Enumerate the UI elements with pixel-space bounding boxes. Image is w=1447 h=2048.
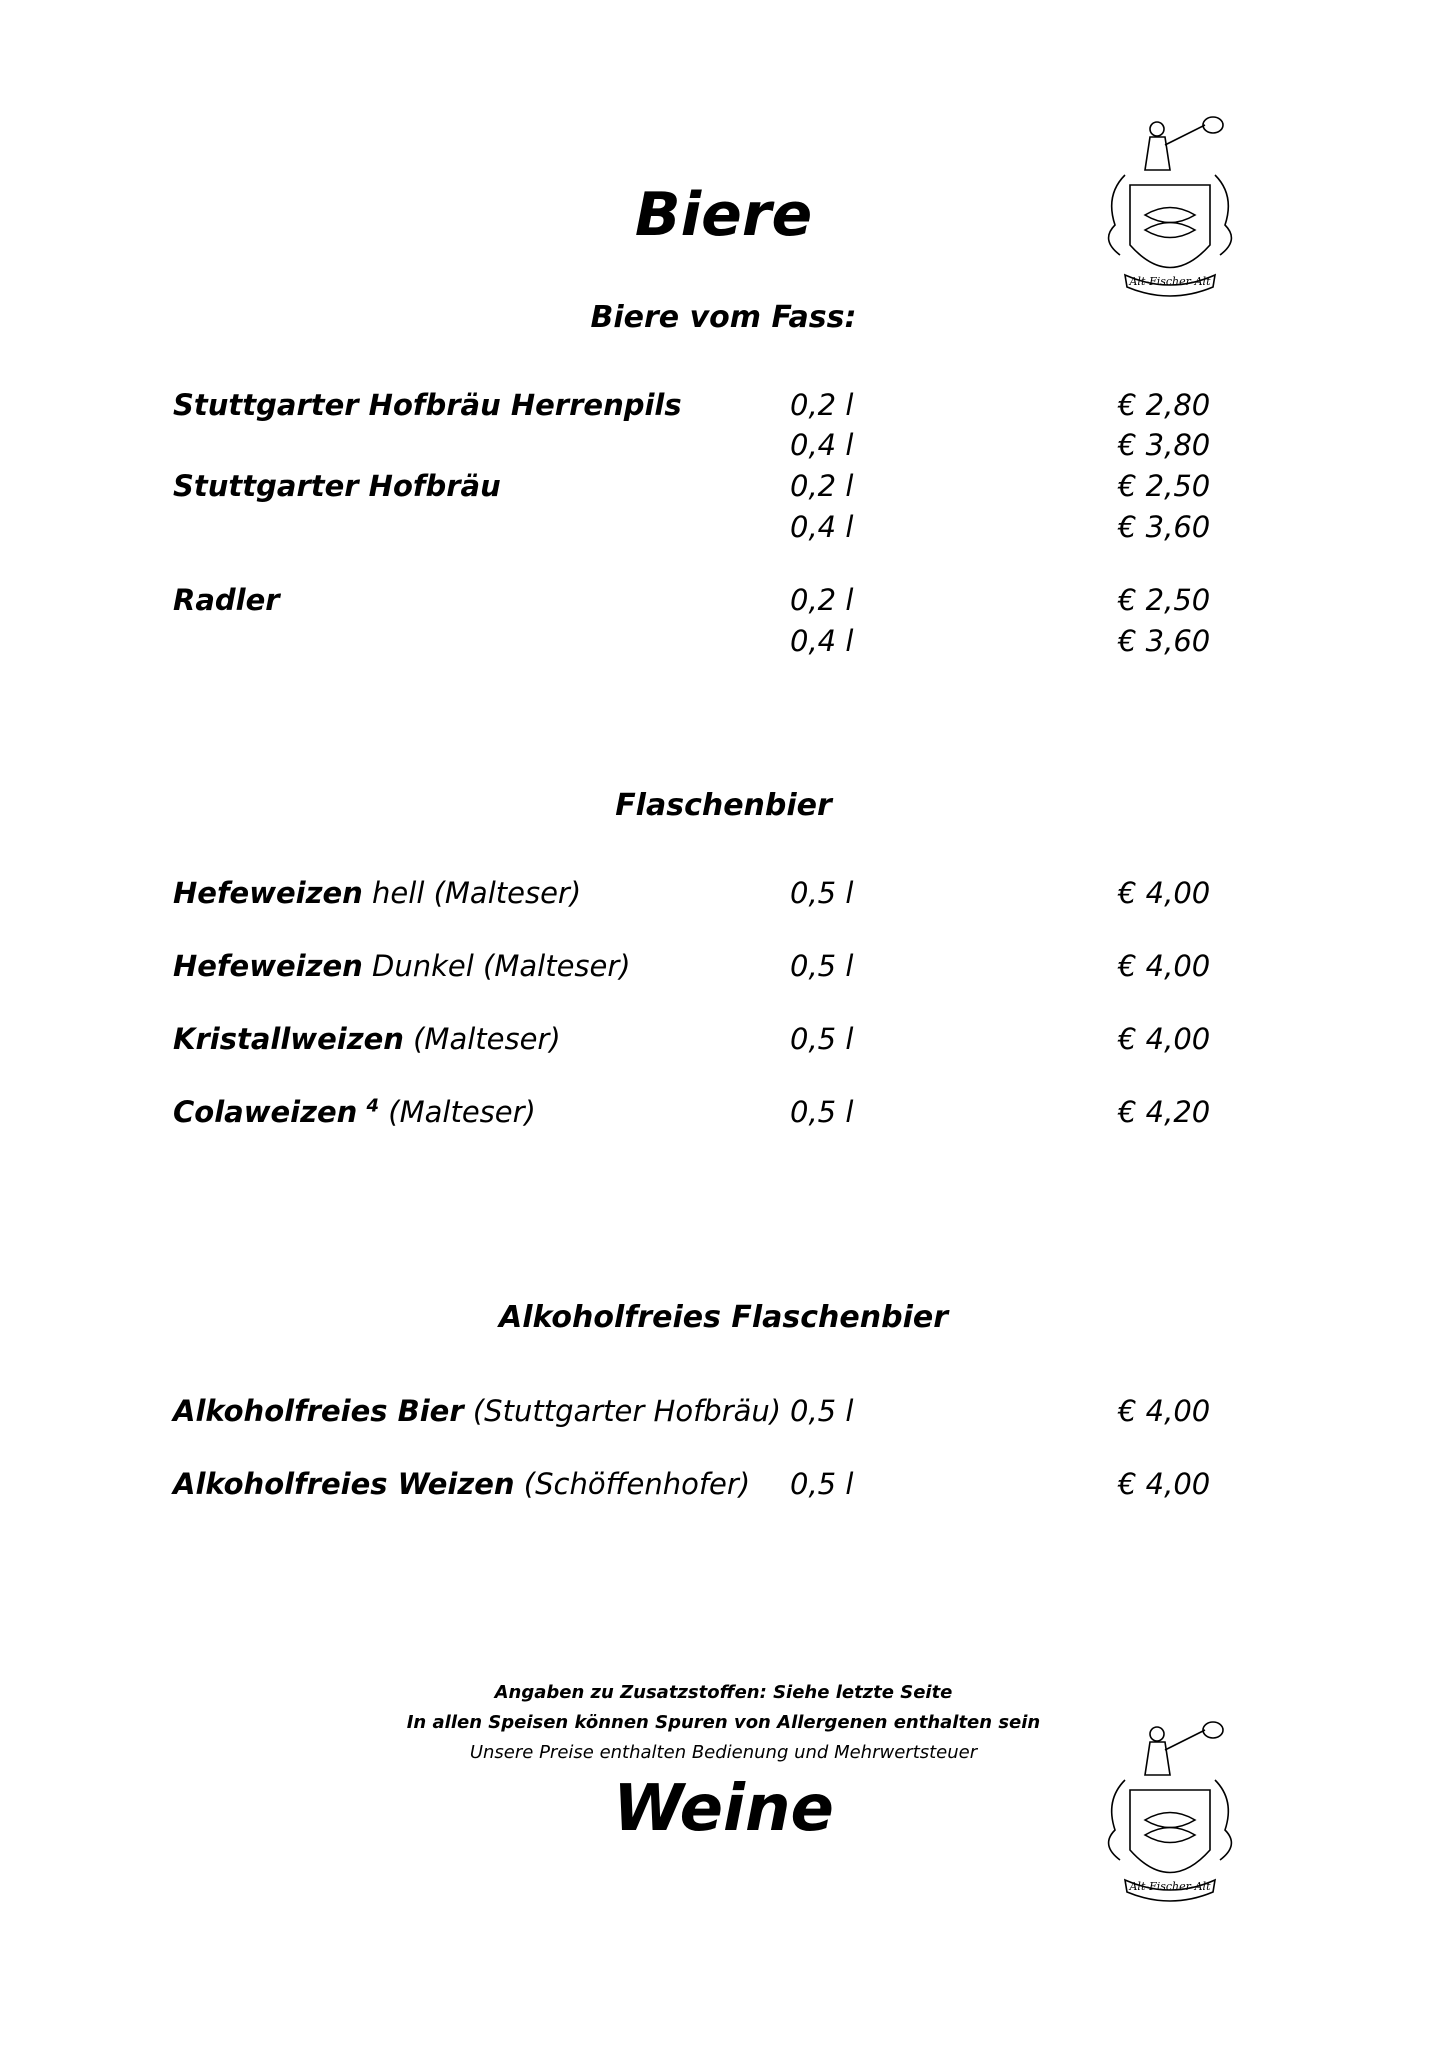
item-price: € 4,00 xyxy=(1118,1467,1211,1501)
menu-row xyxy=(0,388,1447,428)
item-price: € 4,00 xyxy=(1118,949,1211,983)
section-heading-flasche: Flaschenbier xyxy=(615,788,832,823)
menu-row xyxy=(0,876,1447,916)
menu-row xyxy=(0,1467,1447,1507)
item-name: Stuttgarter Hofbräu xyxy=(173,469,501,503)
menu-row xyxy=(0,583,1447,623)
item-name: Kristallweizen (Malteser) xyxy=(173,1022,561,1056)
item-volume: 0,4 l xyxy=(790,428,854,462)
item-price: € 4,00 xyxy=(1118,1394,1211,1428)
item-price: € 2,50 xyxy=(1118,583,1211,617)
item-volume: 0,2 l xyxy=(790,583,854,617)
section-heading-fass: Biere vom Fass: xyxy=(590,300,857,335)
item-price: € 2,80 xyxy=(1118,388,1211,422)
item-name: Hefeweizen hell (Malteser) xyxy=(173,876,582,910)
item-name: Radler xyxy=(173,583,280,617)
item-volume: 0,5 l xyxy=(790,949,854,983)
item-price: € 3,80 xyxy=(1118,428,1211,462)
item-volume: 0,5 l xyxy=(790,1467,854,1501)
menu-row xyxy=(0,1095,1447,1135)
item-volume: 0,5 l xyxy=(790,1394,854,1428)
item-price: € 4,20 xyxy=(1118,1095,1211,1129)
crest-caption: Alt-Fischer-Alt xyxy=(1129,1880,1211,1893)
menu-row xyxy=(0,1022,1447,1062)
item-price: € 3,60 xyxy=(1118,510,1211,544)
menu-row xyxy=(0,624,1447,664)
menu-row xyxy=(0,469,1447,509)
item-name: Stuttgarter Hofbräu Herrenpils xyxy=(173,388,682,422)
item-volume: 0,5 l xyxy=(790,1022,854,1056)
footer-line-1: Angaben zu Zusatzstoffen: Siehe letzte Seite xyxy=(494,1682,953,1703)
item-volume: 0,4 l xyxy=(790,624,854,658)
item-price: € 4,00 xyxy=(1118,876,1211,910)
item-price: € 2,50 xyxy=(1118,469,1211,503)
item-price: € 4,00 xyxy=(1118,1022,1211,1056)
item-name: Hefeweizen Dunkel (Malteser) xyxy=(173,949,631,983)
menu-row xyxy=(0,1394,1447,1434)
item-volume: 0,2 l xyxy=(790,469,854,503)
item-volume: 0,2 l xyxy=(790,388,854,422)
menu-row xyxy=(0,428,1447,468)
crest-logo-bottom xyxy=(1095,1720,1245,1910)
footer-line-3: Unsere Preise enthalten Bedienung und Mehrwertsteuer xyxy=(469,1742,978,1763)
next-page-title: Weine xyxy=(613,1772,834,1846)
crest-caption: Alt-Fischer-Alt xyxy=(1129,275,1211,288)
item-volume: 0,5 l xyxy=(790,1095,854,1129)
item-name: Alkoholfreies Weizen (Schöffenhofer) xyxy=(173,1467,751,1501)
item-volume: 0,5 l xyxy=(790,876,854,910)
section-heading-alkfrei: Alkoholfreies Flaschenbier xyxy=(499,1300,948,1335)
item-name: Colaweizen $^4$ (Malteser) xyxy=(173,1095,536,1129)
menu-row xyxy=(0,510,1447,550)
item-price: € 3,60 xyxy=(1118,624,1211,658)
item-volume: 0,4 l xyxy=(790,510,854,544)
page-title: Biere xyxy=(634,180,813,250)
menu-row xyxy=(0,949,1447,989)
item-name: Alkoholfreies Bier (Stuttgarter Hofbräu) xyxy=(173,1394,782,1428)
footer-line-2: In allen Speisen können Spuren von Allergenen enthalten sein xyxy=(406,1712,1041,1733)
